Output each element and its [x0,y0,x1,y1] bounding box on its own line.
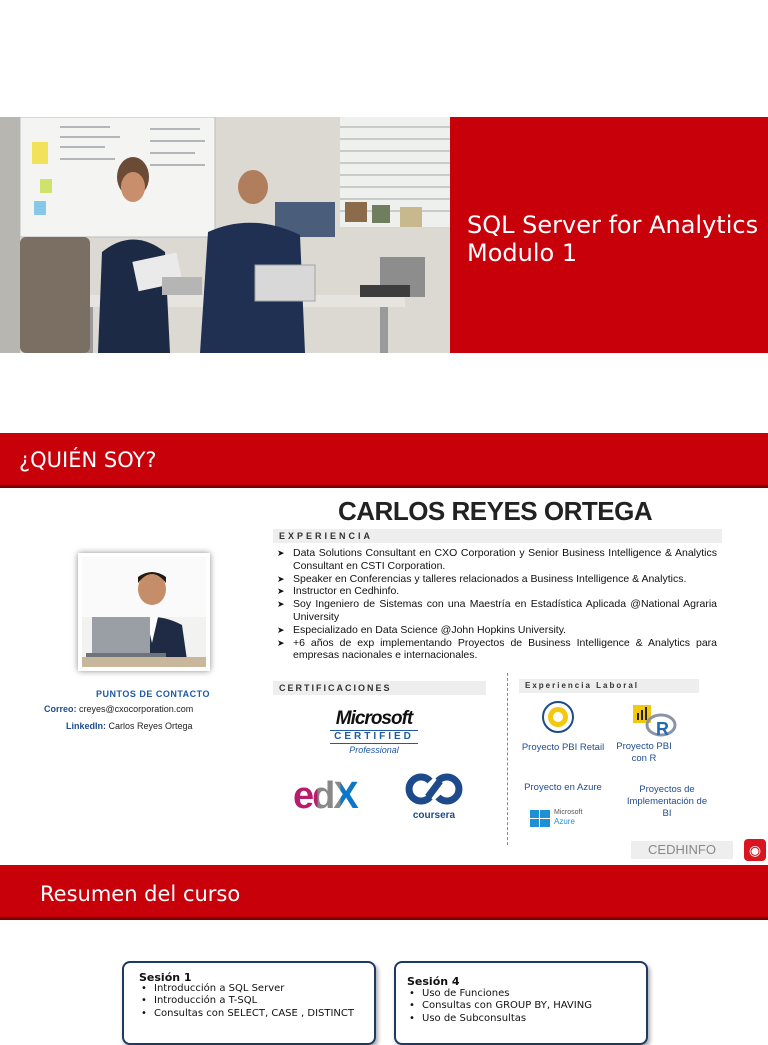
ms-logo-professional: Professional [349,745,399,755]
ms-logo-word: Microsoft [335,708,413,729]
experience-item: ➤ Instructor en Cedhinfo. [277,585,717,598]
experience-item: ➤ +6 años de exp implementando Proyectos de Business Intelligence & Analytics para empresas nacionales e internacionales. [277,637,717,663]
session-topic: • Uso de Subconsultas [406,1013,592,1025]
session-topic: • Consultas con SELECT, CASE , DISTINCT [138,1008,354,1020]
experience-item: ➤ Data Solutions Consultant en CXO Corporation y Senior Business Intelligence & Analytics Consultant en CSTI Corporation. [277,547,717,573]
header-band-shadow [0,917,768,920]
slide-title [467,211,758,267]
svg-text:R: R [656,719,669,739]
session-topic: • Consultas con GROUP BY, HAVING [406,1000,592,1012]
title-panel [450,117,768,353]
title-line-2: Modulo 1 [467,239,578,267]
labor-experience-heading: Experiencia Laboral [519,679,699,693]
slide-heading: ¿QUIÉN SOY? [19,448,157,472]
title-slide [0,117,768,353]
experience-item: ➤ Speaker en Conferencias y talleres relacionados a Business Intelligence & Analytics. [277,573,717,586]
experience-item: ➤ Soy Ingeniero de Sistemas con una Maestría en Estadística Aplicada @National Agraria University [277,598,717,624]
contact-heading: PUNTOS DE CONTACTO [96,689,211,699]
contact-email [44,704,193,714]
session-topic: • Uso de Funciones [406,988,592,1000]
project-label: Proyecto en Azure [524,782,602,793]
experience-heading: EXPERIENCIA [273,529,722,543]
cedhinfo-brand: CEDHINFO [631,841,733,859]
coursera-logo [404,773,464,823]
presenter-name: CARLOS REYES ORTEGA [338,496,653,526]
power-bi-r-icon [631,703,677,739]
session-topic: • Introducción a SQL Server [138,983,354,995]
session-card [122,961,376,1045]
azure-logo-line-2: Azure [554,817,575,826]
office-photo [0,117,450,353]
session-topic: • Introducción a T-SQL [138,995,354,1007]
contact-linkedin [66,721,193,731]
project-label: Proyectos de Implementación de BI [626,784,708,819]
coursera-logo-text: coursera [412,810,456,821]
title-line-1: SQL Server for Analytics [467,211,759,239]
session-title: Sesión 1 [139,971,192,984]
linkedin-value[interactable]: Carlos Reyes Ortega [108,721,193,731]
azure-logo [530,808,600,828]
experience-list [277,547,717,662]
slide-heading: Resumen del curso [40,882,241,906]
project-label: Proyecto PBI Retail [521,742,605,753]
certifications-heading: CERTIFICACIONES [273,681,486,695]
edx-logo [293,776,375,816]
session-topics [406,988,592,1025]
office-scene-illustration [0,117,450,353]
session-card [394,961,648,1045]
linkedin-label: LinkedIn: [66,721,106,731]
power-bi-retail-icon [541,700,575,734]
email-label: Correo: [44,704,77,714]
windows-icon [530,810,550,828]
ms-logo-certified: CERTIFIED [330,730,418,744]
email-value[interactable]: creyes@cxocorporation.com [79,704,194,714]
cedhinfo-logo-icon: ◉ [744,839,766,861]
edx-logo-text: edX [293,776,375,816]
azure-logo-line-1: Microsoft [554,809,583,816]
project-label: Proyecto PBI con R [616,741,672,764]
session-title: Sesión 4 [407,975,460,988]
header-band-shadow [0,485,768,488]
about-me-slide [0,433,768,865]
session-topics [138,983,354,1020]
course-summary-slide [0,865,768,1024]
dashed-divider [507,673,508,845]
experience-item: ➤ Especializado en Data Science @John Hopkins University. [277,624,717,637]
profile-photo [78,553,210,671]
presenter-portrait [78,553,210,671]
microsoft-certified-logo [326,709,422,757]
coursera-mark-icon [404,773,464,805]
